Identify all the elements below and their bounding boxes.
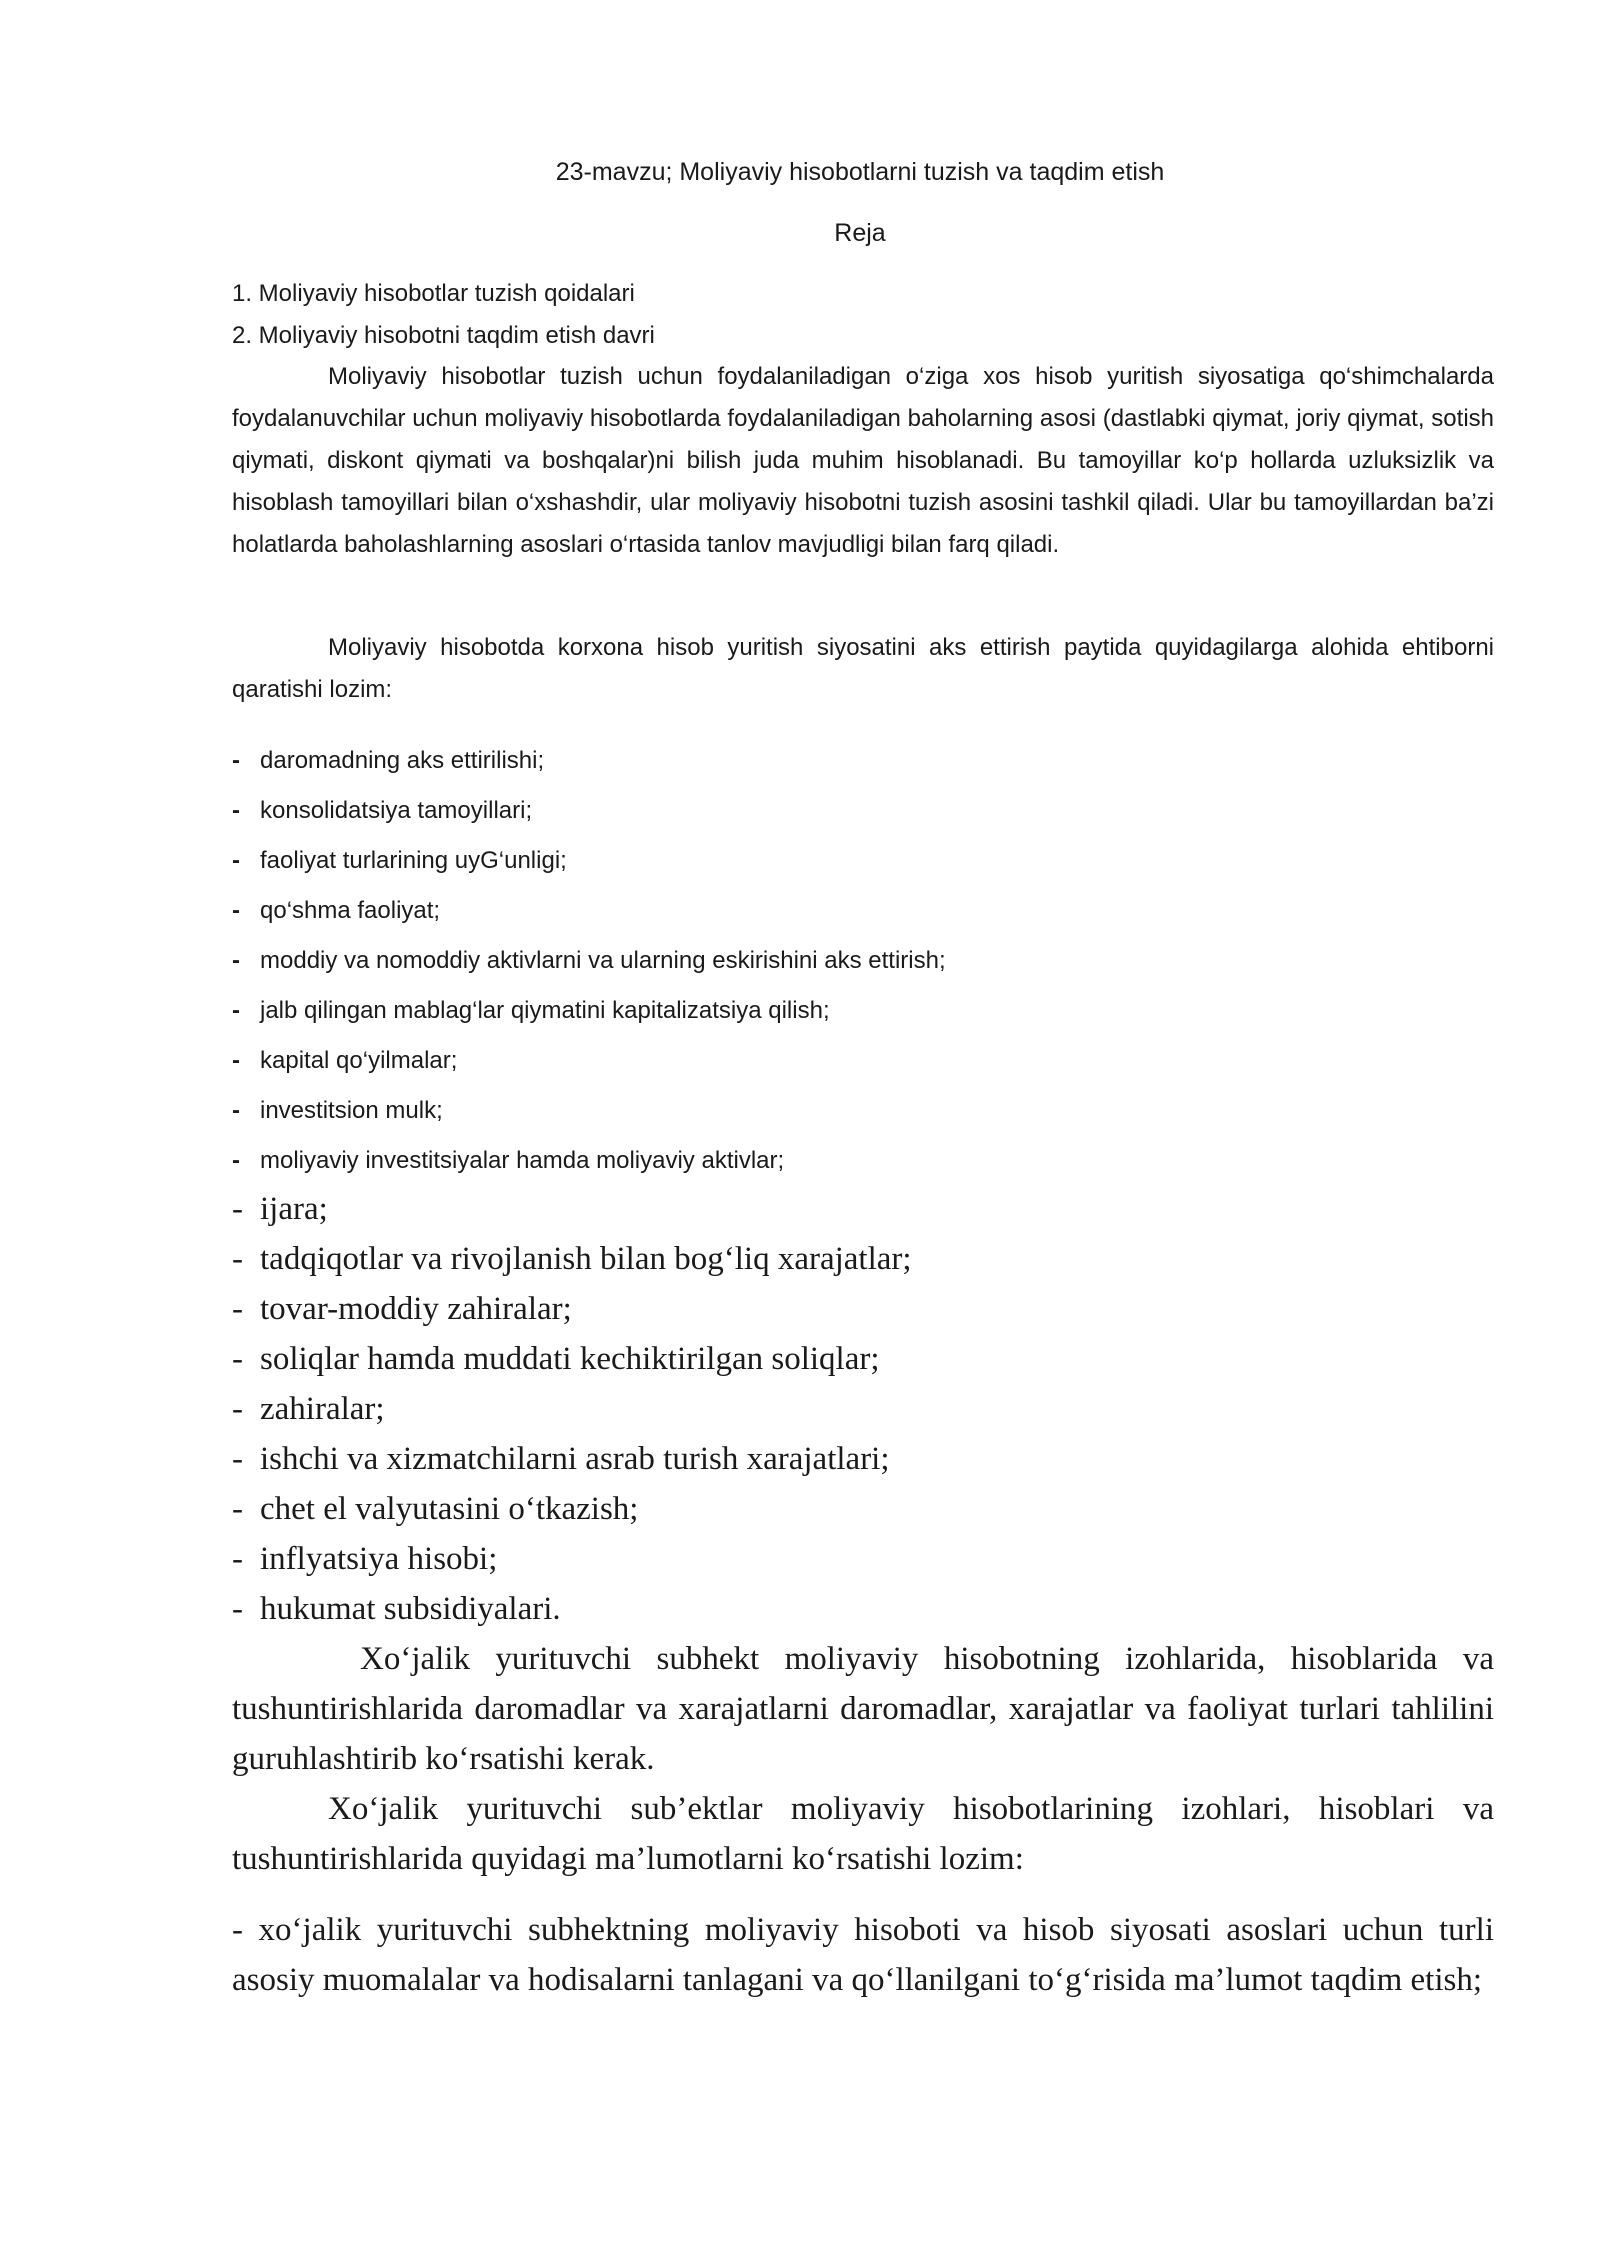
paragraph-grouping: Xo‘jalik yurituvchi subhekt moliyaviy hisobotning izohlarida, hisoblarida va tushuntirishlarida daromadlar va xarajatlarni daromadlar, xarajatlar va faoliyat turlari tahlilini guruhlashtirib ko‘rsatishi kerak. bbox=[232, 1641, 1494, 1777]
list-item bbox=[232, 840, 1492, 890]
dash-marker: - bbox=[232, 747, 240, 774]
list-item bbox=[232, 1534, 1492, 1584]
list-item-text: jalb qilingan mablag‘lar qiymatini kapitalizatsiya qilish; bbox=[260, 997, 830, 1024]
document-subtitle: Reja bbox=[834, 219, 886, 247]
dash-marker: - bbox=[232, 1391, 243, 1427]
list-item bbox=[232, 940, 1492, 990]
dash-marker: - bbox=[232, 897, 240, 924]
dash-marker: - bbox=[232, 1341, 243, 1377]
plan-list bbox=[232, 273, 1492, 357]
list-item bbox=[232, 990, 1492, 1040]
dash-marker: - bbox=[232, 1147, 240, 1174]
dash-marker: - bbox=[232, 997, 240, 1024]
list-item bbox=[232, 1184, 1492, 1234]
policy-list-serif bbox=[232, 1184, 1492, 1634]
list-item bbox=[232, 790, 1492, 840]
dash-marker: - bbox=[232, 1191, 243, 1227]
paragraph-policy: Moliyaviy hisobotda korxona hisob yuritish siyosatini aks ettirish paytida quyidagilarga alohida ehtiborni qaratishi lozim: bbox=[232, 634, 1494, 703]
dash-marker: - bbox=[232, 797, 240, 824]
list-item-text: inflyatsiya hisobi; bbox=[260, 1541, 498, 1577]
list-item bbox=[232, 890, 1492, 940]
list-item-text: konsolidatsiya tamoyillari; bbox=[260, 797, 533, 824]
list-item bbox=[232, 1090, 1492, 1140]
list-item-text: tadqiqotlar va rivojlanish bilan bog‘liq xarajatlar; bbox=[260, 1241, 912, 1277]
plan-item: 2. Moliyaviy hisobotni taqdim etish davri bbox=[232, 322, 655, 349]
dash-marker: - bbox=[232, 947, 240, 974]
list-item-text: zahiralar; bbox=[260, 1391, 385, 1427]
paragraph-intro: Moliyaviy hisobotlar tuzish uchun foydalaniladigan o‘ziga xos hisob yuritish siyosatiga qo‘shimchalarda foydalanuvchilar uchun moliyaviy hisobotlarda foydalaniladigan baholarning asosi (dastlabki qiymat, joriy qiymat, sotish qiymati, diskont qiymati va boshqalar)ni bilish juda muhim hisoblanadi. Bu tamoyillar ko‘p hollarda uzluksizlik va hisoblash tamoyillari bilan o‘xshashdir, ular moliyaviy hisobotni tuzish asosini tashkil qiladi. Ular bu tamoyillardan ba’zi holatlarda baholashlarning asoslari o‘rtasida tanlov mavjudligi bilan farq qiladi. bbox=[232, 363, 1494, 558]
list-item bbox=[232, 1234, 1492, 1284]
list-item bbox=[232, 1434, 1492, 1484]
list-item-text: kapital qo‘yilmalar; bbox=[260, 1047, 458, 1074]
dash-marker: - bbox=[232, 1047, 240, 1074]
paragraph-disclosure-item: - xo‘jalik yurituvchi subhektning moliyaviy hisoboti va hisob siyosati asoslari uchun turli asosiy muomalalar va hodisalarni tanlagani va qo‘llanilgani to‘g‘risida ma’lumot taqdim etish; bbox=[232, 1912, 1494, 1998]
list-item-text: daromadning aks ettirilishi; bbox=[260, 747, 545, 774]
list-item-text: moliyaviy investitsiyalar hamda moliyaviy aktivlar; bbox=[260, 1147, 785, 1174]
paragraph-disclosure: Xo‘jalik yurituvchi sub’ektlar moliyaviy hisobotlarining izohlari, hisoblari va tushuntirishlarida quyidagi ma’lumotlarni ko‘rsatishi lozim: bbox=[232, 1791, 1494, 1877]
dash-marker: - bbox=[232, 1097, 240, 1124]
list-item bbox=[232, 1484, 1492, 1534]
dash-marker: - bbox=[232, 1441, 243, 1477]
list-item bbox=[232, 1040, 1492, 1090]
list-item-text: faoliyat turlarining uyG‘unligi; bbox=[260, 847, 567, 874]
list-item bbox=[232, 1584, 1492, 1634]
list-item-text: tovar-moddiy zahiralar; bbox=[260, 1291, 572, 1327]
dash-marker: - bbox=[232, 1241, 243, 1277]
list-item bbox=[232, 1140, 1492, 1190]
dash-marker: - bbox=[232, 1491, 243, 1527]
list-item-text: ijara; bbox=[260, 1191, 328, 1227]
list-item-text: soliqlar hamda muddati kechiktirilgan soliqlar; bbox=[260, 1341, 880, 1377]
list-item-text: investitsion mulk; bbox=[260, 1097, 443, 1124]
list-item bbox=[232, 740, 1492, 790]
list-item-text: hukumat subsidiyalari. bbox=[260, 1591, 561, 1627]
list-item-text: ishchi va xizmatchilarni asrab turish xarajatlari; bbox=[260, 1441, 890, 1477]
list-item bbox=[232, 1334, 1492, 1384]
list-item bbox=[232, 1284, 1492, 1334]
plan-item: 1. Moliyaviy hisobotlar tuzish qoidalari bbox=[232, 280, 635, 307]
list-item-text: chet el valyutasini o‘tkazish; bbox=[260, 1491, 639, 1527]
dash-marker: - bbox=[232, 1291, 243, 1327]
dash-marker: - bbox=[232, 1591, 243, 1627]
dash-marker: - bbox=[232, 847, 240, 874]
list-item-text: moddiy va nomoddiy aktivlarni va ularning eskirishini aks ettirish; bbox=[260, 947, 946, 974]
document-title: 23-mavzu; Moliyaviy hisobotlarni tuzish va taqdim etish bbox=[555, 158, 1165, 186]
list-item-text: qo‘shma faoliyat; bbox=[260, 897, 441, 924]
dash-marker: - bbox=[232, 1541, 243, 1577]
policy-list-sans bbox=[232, 740, 1492, 1190]
list-item bbox=[232, 1384, 1492, 1434]
